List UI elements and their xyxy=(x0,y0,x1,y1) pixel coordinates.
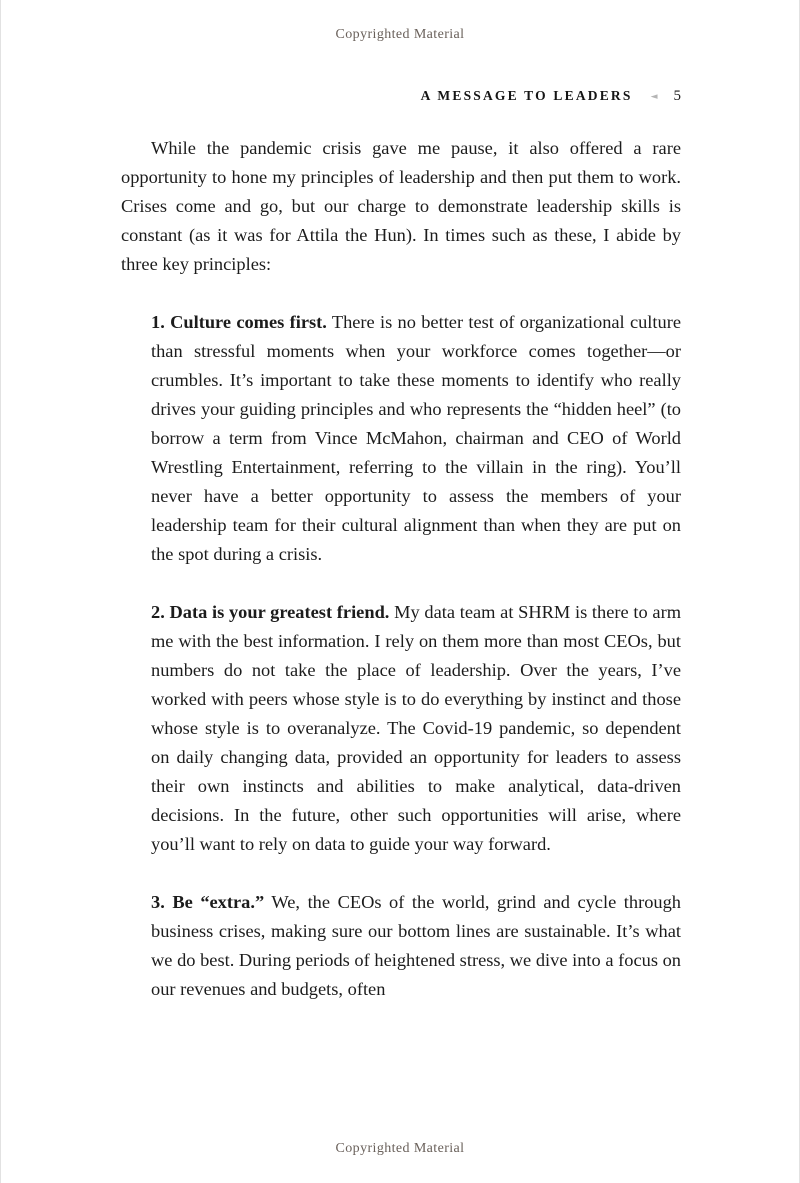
principle-2-text: My data team at SHRM is there to arm me with the best information. I rely on them more than most CEOs, but numbers do not take the place of leadership. Over the years, I’ve worked with peers whose style is to do everything by instinct and those whose style is to overanalyze. The Covid-19 pandemic, so dependent on daily changing data, provided an opportunity for leaders to assess their own instincts and abilities to make analytical, data-driven decisions. In the future, other such opportunities will arise, where you’ll want to rely on data to guide your way forward. xyxy=(151,602,681,854)
principle-item-3 xyxy=(151,888,681,1004)
running-header-title: A MESSAGE TO LEADERS xyxy=(420,88,633,103)
principle-item-2 xyxy=(151,598,681,859)
principle-2-lead: 2. Data is your greatest friend. xyxy=(151,602,390,622)
page-body xyxy=(121,134,681,1033)
principle-item-1 xyxy=(151,308,681,569)
principle-3-text: We, the CEOs of the world, grind and cycle through business crises, making sure our bottom lines are sustainable. It’s what we do best. During periods of heightened stress, we dive into a focus on our revenues and budgets, often xyxy=(151,892,682,999)
triangle-left-icon: ◄ xyxy=(650,92,658,102)
page-number: 5 xyxy=(673,88,681,104)
principle-3-lead: 3. Be “extra.” xyxy=(151,892,265,912)
copyright-watermark-top: Copyrighted Material xyxy=(335,27,465,42)
intro-paragraph: While the pandemic crisis gave me pause, it also offered a rare opportunity to hone my principles of leadership and then put them to work. Crises come and go, but our charge to demonstrate leadership skills is constant (as it was for Attila the Hun). In times such as these, I abide by three key principles: xyxy=(121,138,681,274)
principle-1-lead: 1. Culture comes first. xyxy=(151,312,327,332)
copyright-watermark-bottom: Copyrighted Material xyxy=(335,1141,465,1156)
running-header xyxy=(121,87,681,105)
principle-1-text: There is no better test of organizational culture than stressful moments when your workforce comes together—or crumbles. It’s important to take these moments to identify who really drives your guiding principles and who represents the “hidden heel” (to borrow a term from Vince McMahon, chairman and CEO of World Wrestling Entertainment, referring to the villain in the ring). You’ll never have a better opportunity to assess the members of your leadership team for their cultural alignment than when they are put on the spot during a crisis. xyxy=(151,312,682,564)
